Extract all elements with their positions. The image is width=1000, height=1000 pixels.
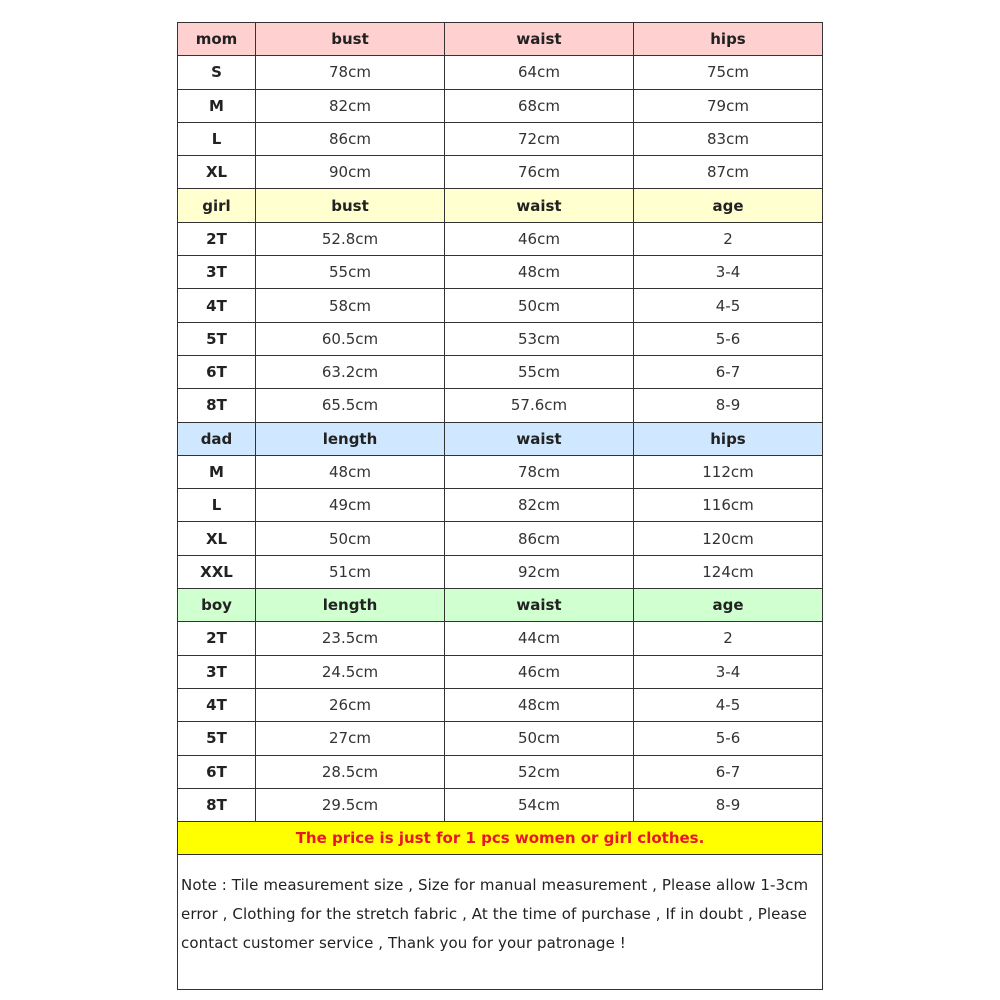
measurement-cell: 46cm (445, 655, 634, 688)
column-header: bust (256, 189, 445, 222)
size-label: 4T (178, 688, 256, 721)
size-label: M (178, 89, 256, 122)
table-row (178, 688, 823, 721)
size-label: XXL (178, 555, 256, 588)
measurement-cell: 78cm (256, 56, 445, 89)
measurement-cell: 48cm (256, 455, 445, 488)
measurement-cell: 26cm (256, 688, 445, 721)
table-row (178, 156, 823, 189)
column-header: waist (445, 589, 634, 622)
measurement-cell: 79cm (634, 89, 823, 122)
table-row (178, 222, 823, 255)
measurement-cell: 54cm (445, 788, 634, 821)
measurement-cell: 86cm (445, 522, 634, 555)
measurement-cell: 63.2cm (256, 355, 445, 388)
table-row (178, 755, 823, 788)
price-notice: The price is just for 1 pcs women or girl clothes. (178, 822, 823, 855)
size-label: 6T (178, 755, 256, 788)
measurement-cell: 65.5cm (256, 389, 445, 422)
measurement-cell: 76cm (445, 156, 634, 189)
table-row (178, 655, 823, 688)
measurement-cell: 2 (634, 222, 823, 255)
size-label: 3T (178, 655, 256, 688)
measurement-cell: 82cm (445, 489, 634, 522)
table-row (178, 522, 823, 555)
column-header: waist (445, 23, 634, 56)
measurement-cell: 52.8cm (256, 222, 445, 255)
measurement-cell: 92cm (445, 555, 634, 588)
measurement-cell: 116cm (634, 489, 823, 522)
measurement-cell: 6-7 (634, 355, 823, 388)
measurement-cell: 48cm (445, 256, 634, 289)
measurement-cell: 4-5 (634, 289, 823, 322)
measurement-cell: 72cm (445, 122, 634, 155)
measurement-cell: 29.5cm (256, 788, 445, 821)
size-label: 2T (178, 222, 256, 255)
column-header: bust (256, 23, 445, 56)
table-row (178, 455, 823, 488)
size-label: L (178, 489, 256, 522)
size-chart-table (177, 22, 823, 990)
measurement-cell: 68cm (445, 89, 634, 122)
column-header: age (634, 189, 823, 222)
size-label: 8T (178, 788, 256, 821)
measurement-cell: 86cm (256, 122, 445, 155)
measurement-cell: 90cm (256, 156, 445, 189)
measurement-note: Note : Tile measurement size , Size for manual measurement , Please allow 1-3cm error , Clothing for the stretch fabric , At the time of purchase , If in doubt , Please contact customer service , Thank you for your patronage ! (178, 855, 823, 990)
measurement-cell: 27cm (256, 722, 445, 755)
measurement-cell: 55cm (256, 256, 445, 289)
measurement-cell: 64cm (445, 56, 634, 89)
measurement-cell: 112cm (634, 455, 823, 488)
column-header: waist (445, 422, 634, 455)
measurement-cell: 5-6 (634, 722, 823, 755)
size-label: XL (178, 522, 256, 555)
girl-section-label: girl (178, 189, 256, 222)
measurement-cell: 49cm (256, 489, 445, 522)
table-row (178, 555, 823, 588)
measurement-cell: 82cm (256, 89, 445, 122)
size-label: 2T (178, 622, 256, 655)
size-label: 8T (178, 389, 256, 422)
size-label: S (178, 56, 256, 89)
mom-header-row (178, 23, 823, 56)
size-label: 4T (178, 289, 256, 322)
measurement-cell: 46cm (445, 222, 634, 255)
measurement-cell: 3-4 (634, 256, 823, 289)
measurement-note-row (178, 855, 823, 990)
measurement-cell: 8-9 (634, 389, 823, 422)
size-label: 3T (178, 256, 256, 289)
size-chart-body (178, 23, 823, 990)
table-row (178, 322, 823, 355)
size-label: 6T (178, 355, 256, 388)
table-row (178, 256, 823, 289)
measurement-cell: 44cm (445, 622, 634, 655)
table-row (178, 389, 823, 422)
mom-section-label: mom (178, 23, 256, 56)
price-notice-row (178, 822, 823, 855)
table-row (178, 289, 823, 322)
measurement-cell: 83cm (634, 122, 823, 155)
table-row (178, 56, 823, 89)
column-header: age (634, 589, 823, 622)
size-label: L (178, 122, 256, 155)
boy-section-label: boy (178, 589, 256, 622)
table-row (178, 355, 823, 388)
dad-header-row (178, 422, 823, 455)
measurement-cell: 124cm (634, 555, 823, 588)
measurement-cell: 58cm (256, 289, 445, 322)
measurement-cell: 57.6cm (445, 389, 634, 422)
boy-header-row (178, 589, 823, 622)
size-label: 5T (178, 722, 256, 755)
measurement-cell: 23.5cm (256, 622, 445, 655)
measurement-cell: 55cm (445, 355, 634, 388)
measurement-cell: 75cm (634, 56, 823, 89)
measurement-cell: 2 (634, 622, 823, 655)
measurement-cell: 120cm (634, 522, 823, 555)
measurement-cell: 50cm (445, 722, 634, 755)
column-header: waist (445, 189, 634, 222)
table-row (178, 722, 823, 755)
measurement-cell: 50cm (445, 289, 634, 322)
column-header: length (256, 589, 445, 622)
measurement-cell: 28.5cm (256, 755, 445, 788)
table-row (178, 622, 823, 655)
measurement-cell: 6-7 (634, 755, 823, 788)
dad-section-label: dad (178, 422, 256, 455)
table-row (178, 788, 823, 821)
measurement-cell: 50cm (256, 522, 445, 555)
column-header: length (256, 422, 445, 455)
table-row (178, 122, 823, 155)
measurement-cell: 24.5cm (256, 655, 445, 688)
measurement-cell: 60.5cm (256, 322, 445, 355)
measurement-cell: 4-5 (634, 688, 823, 721)
table-row (178, 489, 823, 522)
measurement-cell: 3-4 (634, 655, 823, 688)
measurement-cell: 53cm (445, 322, 634, 355)
table-row (178, 89, 823, 122)
girl-header-row (178, 189, 823, 222)
column-header: hips (634, 422, 823, 455)
measurement-cell: 51cm (256, 555, 445, 588)
measurement-cell: 52cm (445, 755, 634, 788)
measurement-cell: 78cm (445, 455, 634, 488)
measurement-cell: 48cm (445, 688, 634, 721)
column-header: hips (634, 23, 823, 56)
measurement-cell: 8-9 (634, 788, 823, 821)
measurement-cell: 87cm (634, 156, 823, 189)
size-label: M (178, 455, 256, 488)
measurement-cell: 5-6 (634, 322, 823, 355)
size-label: 5T (178, 322, 256, 355)
size-label: XL (178, 156, 256, 189)
